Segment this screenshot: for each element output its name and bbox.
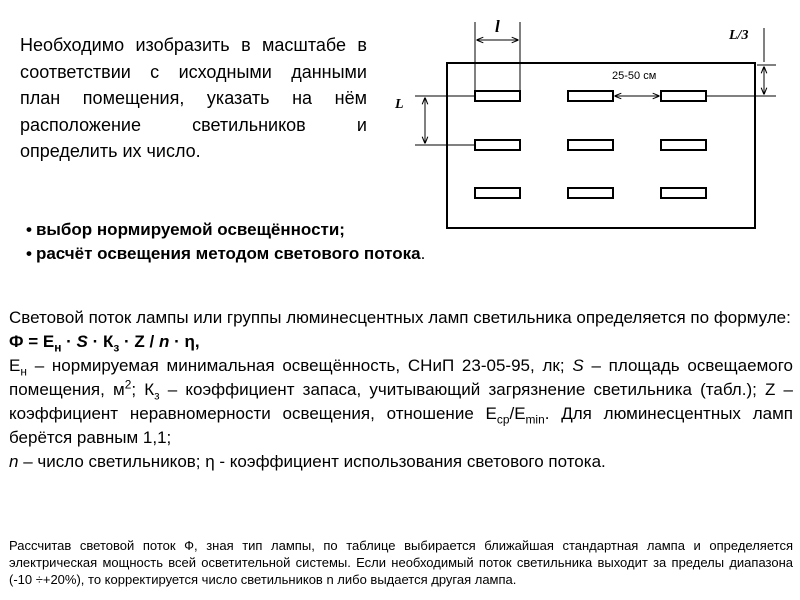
bullet-marker: • xyxy=(26,244,32,263)
flux-lead: Световой поток лампы или группы люминесцентных ламп светильника определяется по формуле: xyxy=(9,308,791,327)
luminaire xyxy=(475,140,520,150)
luminaire xyxy=(661,188,706,198)
bullet-marker: • xyxy=(26,220,32,239)
flux-definitions: $Е_н$ – нормируемая минимальная освещённость, СНиП 23-05-95, лк; S – площадь освещаемого помещения, $м^2$; $К_з$ – коэффициент запаса, учитывающий загрязнение светильника (табл.); Z – коэффициент неравномерности освещения, отношение $Е_{ср}/Е_{min}$. Для люминесцентных ламп берётся равным 1,1; xyxy=(9,356,794,447)
flux-formula: $Ф = Е_н \cdot S \cdot К_з \cdot Z / n \cdot \eta$, xyxy=(9,332,200,355)
flux-definition-n: n – число светильников; η - коэффициент использования светового потока. xyxy=(9,452,606,471)
label-l: l xyxy=(495,17,500,36)
label-L3: L/3 xyxy=(729,28,749,43)
list-item-text: расчёт освещения методом светового потока xyxy=(35,244,421,263)
luminaire xyxy=(475,188,520,198)
list-item-tail: . xyxy=(420,244,426,263)
luminaire xyxy=(568,188,613,198)
row-spacing-dimension xyxy=(415,96,475,145)
spacing-label: 25-50 см xyxy=(612,70,657,82)
room-outline xyxy=(447,63,755,228)
luminaire xyxy=(661,140,706,150)
luminaire-grid xyxy=(475,91,706,198)
task-description: Необходимо изобразить в масштабе в соответствии с исходными данными план помещения, указать на нём расположение светильников и определить их число. xyxy=(20,35,367,161)
luminous-flux-section xyxy=(9,306,793,474)
label-L: L xyxy=(395,97,404,112)
luminaire xyxy=(475,91,520,101)
luminaire xyxy=(568,91,613,101)
footnote: Рассчитав световой поток Ф, зная тип лампы, по таблице выбирается ближайшая стандартная лампа и определяется электрическая мощность всей осветительной системы. Если необходимый поток светильника выходит за пределы диапазона (-10 ÷+20%), то корректируется число светильников n либо выдается другая лампа. xyxy=(9,538,793,587)
luminaire xyxy=(661,91,706,101)
luminaire xyxy=(568,140,613,150)
list-item-text: выбор нормируемой освещённости; xyxy=(35,220,345,239)
